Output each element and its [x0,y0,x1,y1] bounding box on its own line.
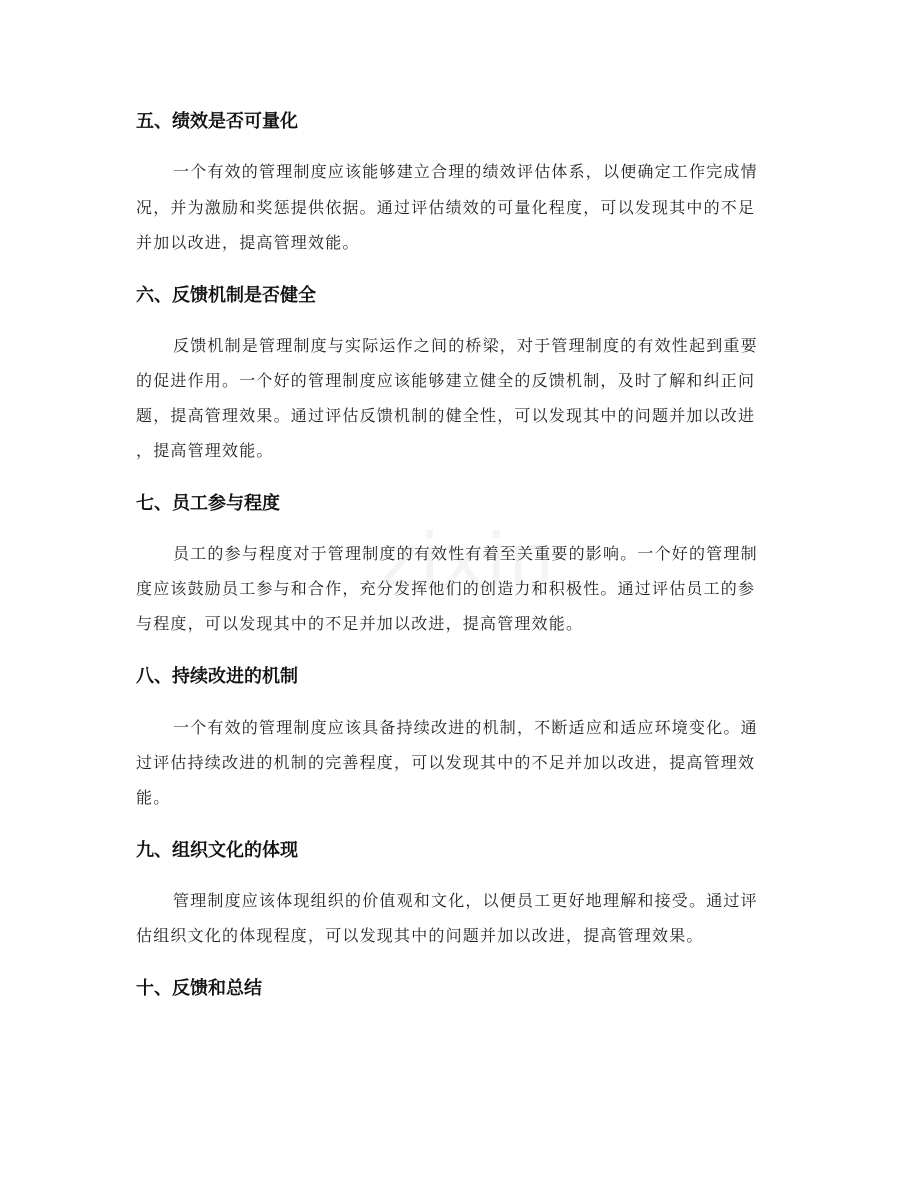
paragraph-line: 的促进作用。一个好的管理制度应该能够建立健全的反馈机制，及时了解和纠正问 [136,371,756,390]
section-heading-6: 六、反馈机制是否健全 [136,285,316,306]
paragraph-line: 过评估持续改进的机制的完善程度，可以发现其中的不足并加以改进，提高管理效 [136,753,756,772]
paragraph-line: 员工的参与程度对于管理制度的有效性有着至关重要的影响。一个好的管理制 [173,544,758,563]
paragraph-line: 估组织文化的体现程度，可以发现其中的问题并加以改进，提高管理效果。 [136,926,704,945]
paragraph-line: 度应该鼓励员工参与和合作，充分发挥他们的创造力和积极性。通过评估员工的参 [136,579,756,598]
paragraph-line: 一个有效的管理制度应该能够建立合理的绩效评估体系，以便确定工作完成情 [173,162,758,181]
section-heading-7: 七、员工参与程度 [136,493,280,514]
paragraph-line: ，提高管理效能。 [136,441,274,460]
section-heading-9: 九、组织文化的体现 [136,840,298,861]
paragraph-line: 并加以改进，提高管理效能。 [136,233,360,252]
section-heading-5: 五、绩效是否可量化 [136,111,298,132]
section-heading-8: 八、持续改进的机制 [136,666,298,687]
paragraph-line: 反馈机制是管理制度与实际运作之间的桥梁，对于管理制度的有效性起到重要 [173,336,758,355]
paragraph-line: 管理制度应该体现组织的价值观和文化，以便员工更好地理解和接受。通过评 [173,891,758,910]
paragraph-line: 况，并为激励和奖惩提供依据。通过评估绩效的可量化程度，可以发现其中的不足 [136,198,756,217]
paragraph-line: 题，提高管理效果。通过评估反馈机制的健全性，可以发现其中的问题并加以改进 [136,406,756,425]
paragraph-line: 与程度，可以发现其中的不足并加以改进，提高管理效能。 [136,614,584,633]
section-heading-10: 十、反馈和总结 [136,978,262,999]
paragraph-line: 一个有效的管理制度应该具备持续改进的机制，不断适应和适应环境变化。通 [173,718,758,737]
paragraph-line: 能。 [136,788,171,807]
